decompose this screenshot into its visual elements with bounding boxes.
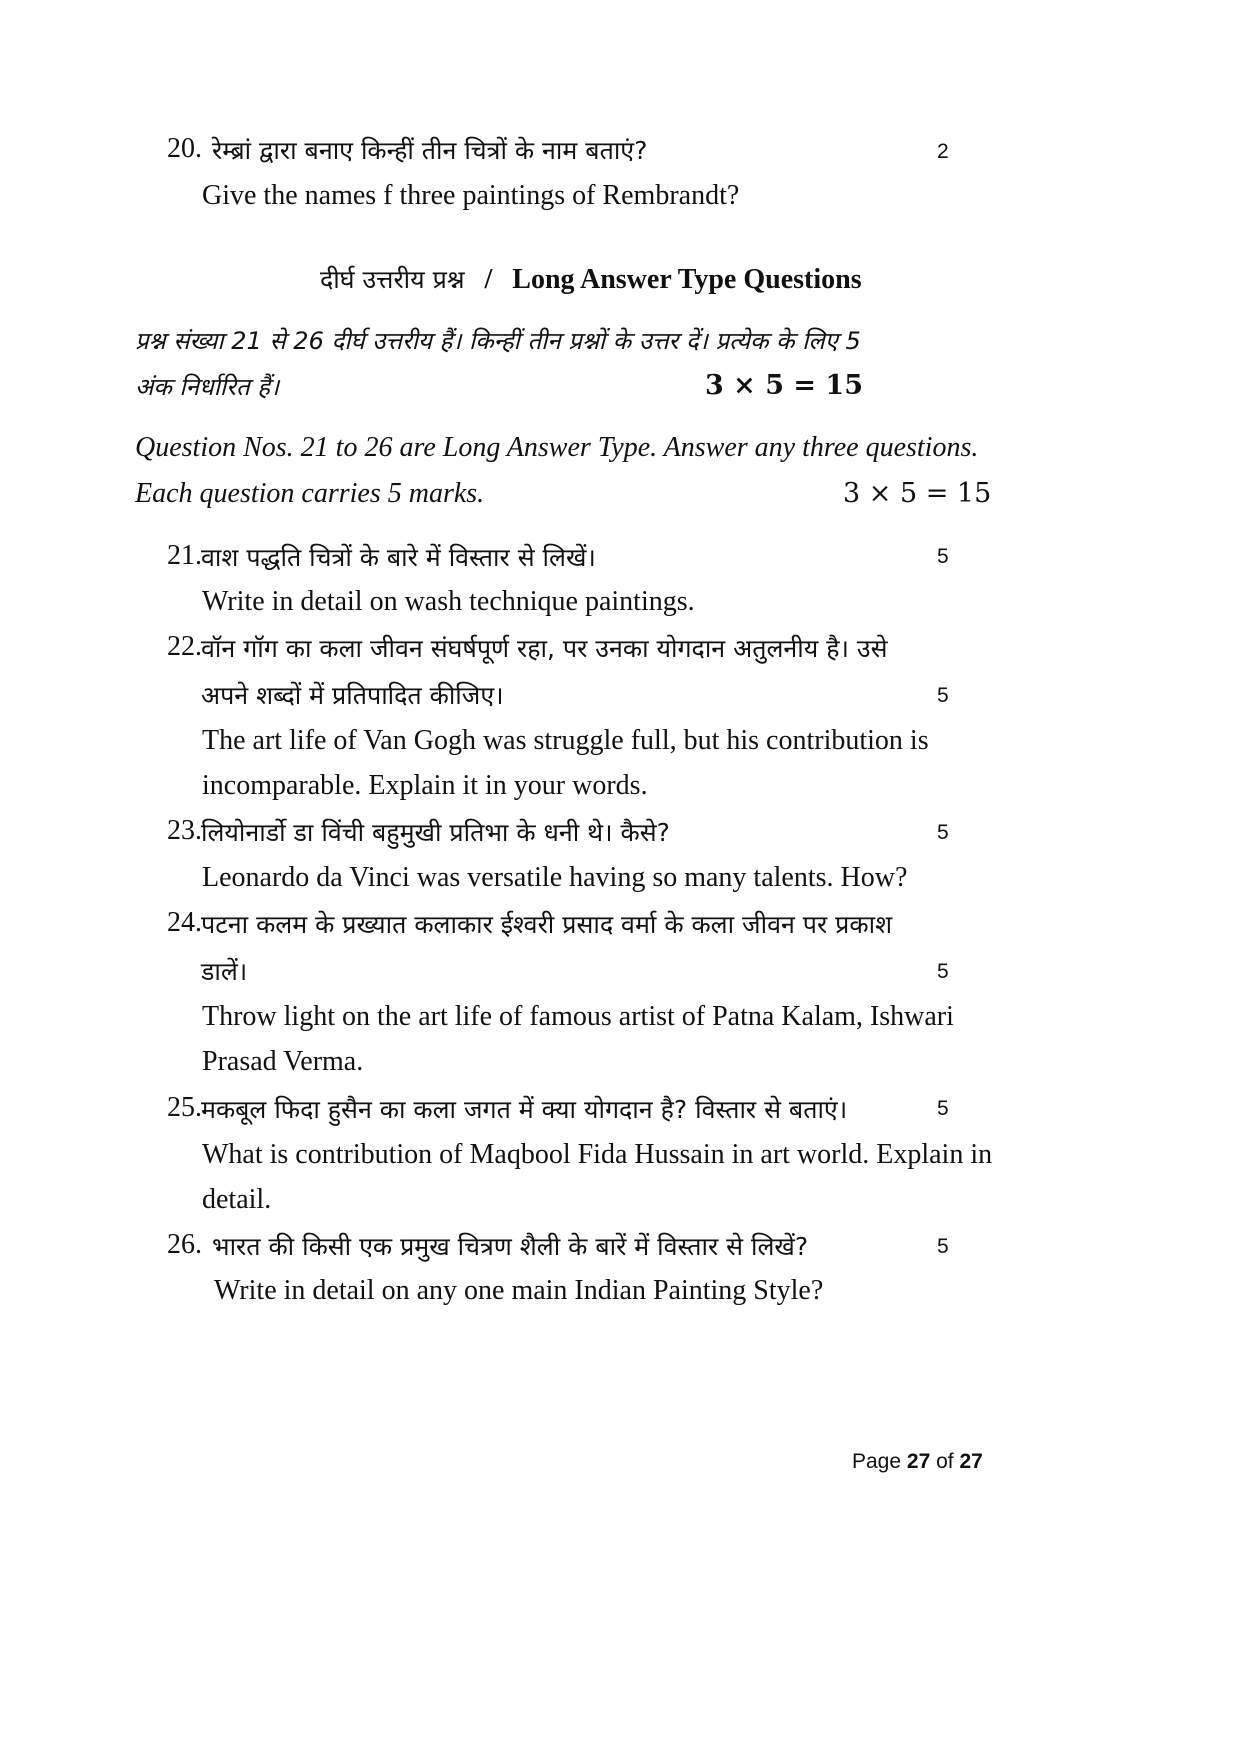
q20-marks: 2 [937,140,949,163]
q21-number: 21. [167,540,202,571]
q22-hindi-line1: वॉन गॉग का कला जीवन संघर्षपूर्ण रहा, पर उनका योगदान अतुलनीय है। उसे [201,634,888,663]
q20-number: 20. [167,133,202,164]
q20-english-text: Give the names f three paintings of Rembrandt? [202,180,740,211]
q26-marks: 5 [937,1235,949,1258]
q24-number: 24. [167,907,202,938]
q23-english-text: Leonardo da Vinci was versatile having so many talents. How? [202,862,908,893]
q21-hindi-text: वाश पद्धति चित्रों के बारे में विस्तार से लिखें। [201,543,596,572]
section-heading-hindi: दीर्घ उत्तरीय प्रश्न [320,265,465,294]
q26-english-text: Write in detail on any one main Indian Painting Style? [214,1275,824,1306]
hindi-instructions-line1: प्रश्न संख्या 21 से 26 दीर्घ उत्तरीय हैं। किन्हीं तीन प्रश्नों के उत्तर दें। प्रत्येक के लिए 5 [135,327,861,355]
q25-english-line1: What is contribution of Maqbool Fida Hussain in art world. Explain in [202,1139,993,1170]
q25-hindi-text: मकबूल फिदा हुसैन का कला जगत में क्या योगदान है? विस्तार से बताएं। [201,1095,848,1124]
q22-english-line1: The art life of Van Gogh was struggle full, but his contribution is [202,725,929,756]
hindi-instructions-line2: अंक निर्धारित हैं। [135,373,280,401]
q26-number: 26. [167,1229,202,1260]
q24-marks: 5 [937,960,949,983]
q22-hindi-line2: अपने शब्दों में प्रतिपादित कीजिए। [201,681,504,710]
q22-number: 22. [167,631,202,662]
q21-english-text: Write in detail on wash technique paintings. [202,586,695,617]
q21-marks: 5 [937,545,949,568]
english-marks-formula: 3 × 5 = 15 [843,478,992,509]
section-heading-english: Long Answer Type Questions [512,264,862,295]
footer-page-word: Page [852,1450,902,1473]
hindi-marks-formula: 3 × 5 = 15 [705,370,863,401]
q25-number: 25. [167,1092,202,1123]
footer-current-page: 27 [906,1450,931,1473]
q24-english-line2: Prasad Verma. [202,1046,364,1077]
footer-of-word: of [936,1450,954,1473]
q24-english-line1: Throw light on the art life of famous artist of Patna Kalam, Ishwari [202,1001,954,1032]
q20-hindi-text: रेम्ब्रां द्वारा बनाए किन्हीं तीन चित्रों के नाम बताएं? [212,136,648,165]
footer-total-pages: 27 [959,1450,983,1473]
q23-hindi-text: लियोनार्डो डा विंची बहुमुखी प्रतिभा के धनी थे। कैसे? [201,818,670,847]
english-instructions-line1: Question Nos. 21 to 26 are Long Answer Type. Answer any three questions. [135,432,979,463]
section-heading [320,262,862,296]
page-footer [852,1450,983,1474]
q26-hindi-text: भारत की किसी एक प्रमुख चित्रण शैली के बारें में विस्तार से लिखें? [212,1232,809,1261]
q25-english-line2: detail. [202,1184,272,1215]
q22-marks: 5 [937,684,949,707]
q24-hindi-line1: पटना कलम के प्रख्यात कलाकार ईश्वरी प्रसाद वर्मा के कला जीवन पर प्रकाश [201,910,893,939]
q22-english-line2: incomparable. Explain it in your words. [202,770,648,801]
q23-number: 23. [167,815,202,846]
section-heading-separator: / [484,264,493,295]
q23-marks: 5 [937,821,949,844]
english-instructions-line2: Each question carries 5 marks. [135,478,485,509]
q24-hindi-line2: डालें। [201,957,248,986]
q25-marks: 5 [937,1097,949,1120]
